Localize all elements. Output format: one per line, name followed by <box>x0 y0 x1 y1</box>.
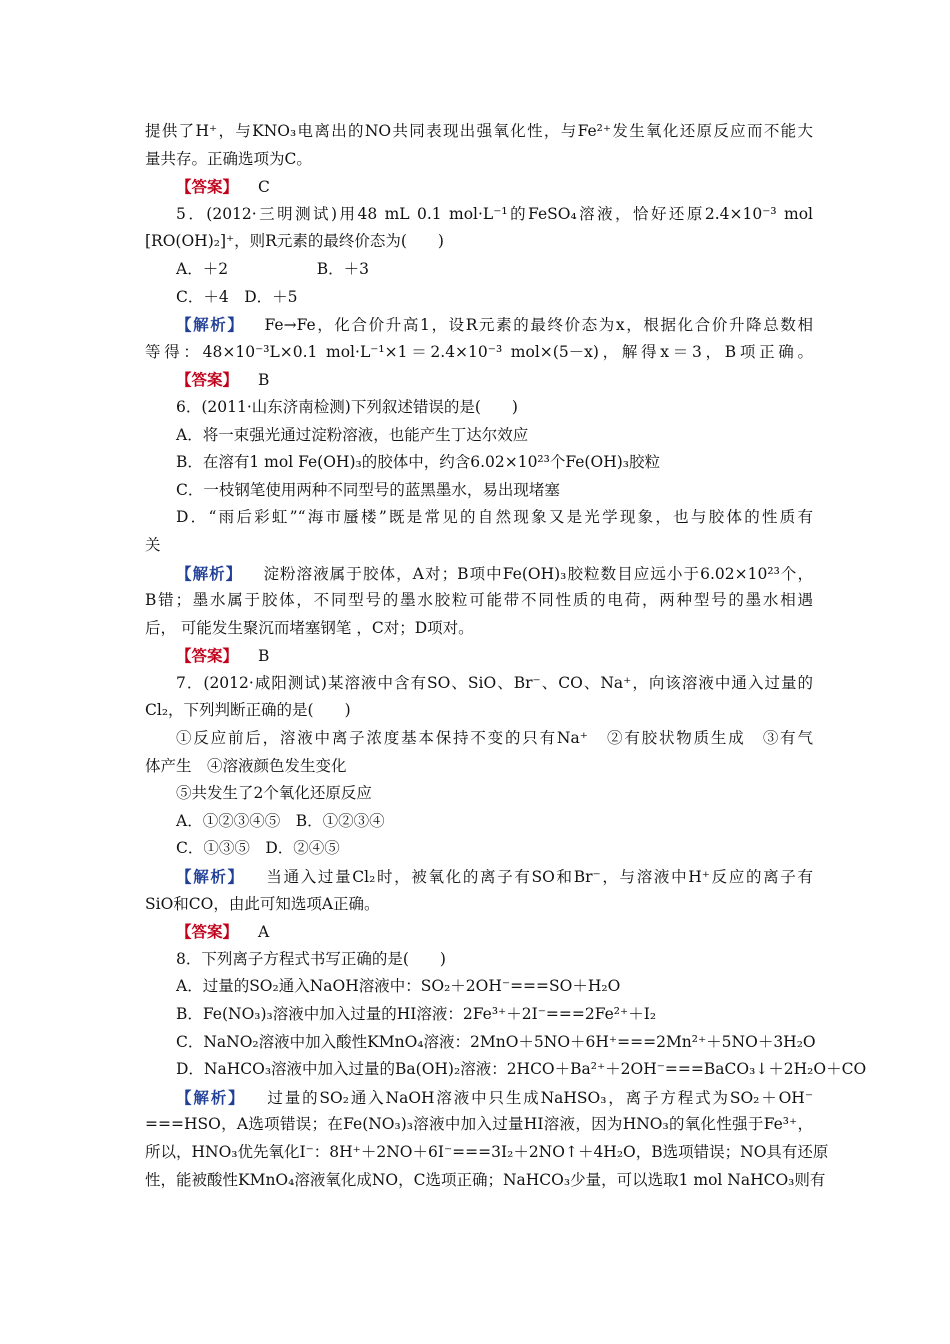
analysis-tag: 解析 <box>193 1088 229 1107</box>
option-line: B．Fe(NO₃)₃溶液中加入过量的HI溶液：2Fe³⁺＋2I⁻===2Fe²⁺＋I₂ <box>176 1005 657 1023</box>
answer-line: 【答案】 B <box>176 370 270 390</box>
text-line: 性，能被酸性KMnO₄溶液氧化成NO，C选项正确；NaHCO₃少量，可以选取1 mol NaHCO₃则有 <box>145 1170 826 1189</box>
answer-value: C <box>258 178 270 197</box>
analysis-line: 【解析】 当通入过量Cl₂时，被氧化的离子有SO和Br⁻，与溶液中H⁺反应的离子有 <box>176 867 813 887</box>
answer-line: 【答案】 B <box>176 646 270 666</box>
text-line: 所以，HNO₃优先氧化I⁻：8H⁺＋2NO＋6I⁻===3I₂＋2NO↑＋4H₂O，B选项错误；NO具有还原 <box>145 1142 829 1161</box>
option-line: A．①②③④⑤ B．①②③④ <box>176 811 385 830</box>
question-7: 7．(2012·咸阳测试)某溶液中含有SO、SiO、Br⁻、CO、Na⁺，向该溶液中通入过量的 <box>176 673 813 692</box>
answer-line: 【答案】 A <box>176 922 270 942</box>
answer-value: B <box>258 647 270 666</box>
analysis-line: 【解析】 Fe→Fe，化合价升高1，设R元素的最终价态为x，根据化合价升降总数相 <box>176 315 813 335</box>
document-body <box>145 118 867 1194</box>
option-line: C．一枝钢笔使用两种不同型号的蓝黑墨水，易出现堵塞 <box>176 480 560 499</box>
option-line: A．将一束强光通过淀粉溶液，也能产生丁达尔效应 <box>176 425 529 444</box>
analysis-line: 【解析】 过量的SO₂通入NaOH溶液中只生成NaHSO₃，离子方程式为SO₂＋OH⁻ <box>176 1087 813 1107</box>
text-line: 体产生 ④溶液颜色发生变化 <box>145 756 347 775</box>
option-line: C．NaNO₂溶液中加入酸性KMnO₄溶液：2MnO＋5NO＋6H⁺===2Mn²⁺＋5NO＋3H₂O <box>176 1032 816 1051</box>
question-8: 8．下列离子方程式书写正确的是( ) <box>176 949 446 968</box>
statement-line: ①反应前后，溶液中离子浓度基本保持不变的只有Na⁺ ②有胶状物质生成 ③有气 <box>176 729 813 748</box>
answer-tag: 答案 <box>191 178 223 197</box>
text-line: 等得：48×10⁻³L×0.1 mol·L⁻¹×1＝2.4×10⁻³ mol×(5－x)，解得x＝3，B项正确。 <box>145 342 813 361</box>
statement-line: ⑤共发生了2个氧化还原反应 <box>176 784 372 803</box>
analysis-tag: 解析 <box>192 564 226 583</box>
text-line: Cl₂，下列判断正确的是( ) <box>145 701 351 720</box>
text-line: 提供了H⁺，与KNO₃电离出的NO共同表现出强氧化性，与Fe²⁺发生氧化还原反应而不能大 <box>145 122 813 140</box>
question-5: 5．(2012·三明测试)用48 mL 0.1 mol·L⁻¹的FeSO₄溶液，恰好还原2.4×10⁻³ mol <box>176 204 813 223</box>
option-line: D．“雨后彩虹”“海市蜃楼”既是常见的自然现象又是光学现象，也与胶体的性质有 <box>176 508 813 527</box>
option-line: C．＋4 D．＋5 <box>176 287 298 306</box>
text-line: 量共存。正确选项为C。 <box>145 149 312 168</box>
option-line: D．NaHCO₃溶液中加入过量的Ba(OH)₂溶液：2HCO＋Ba²⁺＋2OH⁻===BaCO₃↓＋2H₂O＋CO <box>176 1060 867 1079</box>
answer-value: A <box>258 923 270 942</box>
text-line: 关 <box>145 535 161 554</box>
answer-tag: 答案 <box>191 923 223 942</box>
answer-tag: 答案 <box>191 647 223 666</box>
answer-tag: 答案 <box>191 371 223 390</box>
option-line: A．＋2 B．＋3 <box>176 259 369 278</box>
answer-line: 【答案】 C <box>176 177 270 197</box>
analysis-tag: 解析 <box>193 316 228 335</box>
option-line: A．过量的SO₂通入NaOH溶液中：SO₂＋2OH⁻===SO＋H₂O <box>176 977 621 996</box>
analysis-tag: 解析 <box>193 868 228 887</box>
option-line: C．①③⑤ D．②④⑤ <box>176 839 340 858</box>
question-6: 6．(2011·山东济南检测)下列叙述错误的是( ) <box>176 397 518 416</box>
option-line: B．在溶有1 mol Fe(OH)₃的胶体中，约含6.02×10²³个Fe(OH)₃胶粒 <box>176 453 660 472</box>
analysis-line: 【解析】 淀粉溶液属于胶体，A对；B项中Fe(OH)₃胶粒数目应远小于6.02×10²³个， <box>176 563 813 583</box>
text-line: SiO和CO，由此可知选项A正确。 <box>145 894 380 913</box>
answer-value: B <box>258 371 270 390</box>
text-line: [RO(OH)₂]⁺，则R元素的最终价态为( ) <box>145 232 444 251</box>
text-line: 后， 可能发生聚沉而堵塞钢笔 ，C对；D项对。 <box>145 618 474 637</box>
text-line: ===HSO，A选项错误；在Fe(NO₃)₃溶液中加入过量HI溶液，因为HNO₃的氧化性强于Fe³⁺， <box>145 1115 813 1134</box>
text-line: B错；墨水属于胶体，不同型号的墨水胶粒可能带不同性质的电荷，两种型号的墨水相遇 <box>145 591 813 610</box>
